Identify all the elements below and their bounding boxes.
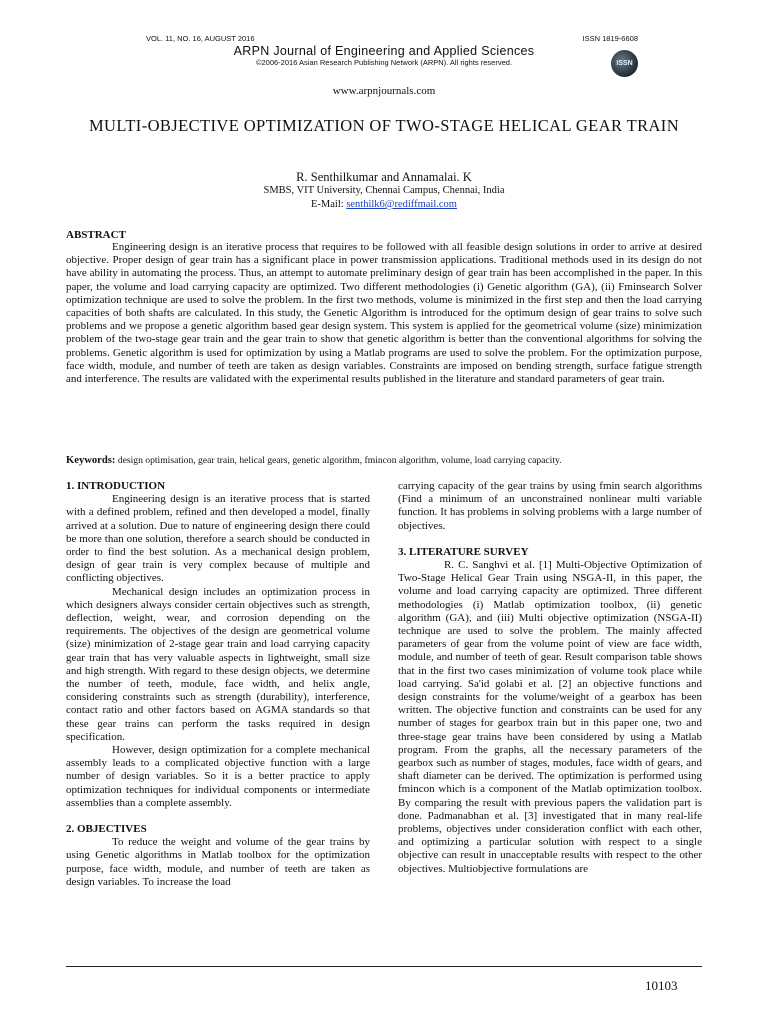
section-heading-literature-survey: 3. LITERATURE SURVEY (398, 545, 529, 558)
logo-text: ISSN (616, 60, 633, 67)
objectives-paragraph: To reduce the weight and volume of the gear trains by using Genetic algorithms in Matlab toolbox for the optimization purpose, face width, module, and number of teeth are taken as design variables. To increase the load (66, 836, 370, 888)
author-email-line (0, 199, 768, 210)
right-column (398, 480, 702, 876)
intro-paragraph-1: Engineering design is an iterative process that is started with a defined problem, refined and then developed a model, finally arrived at a solution. Due to nature of engineering design there could be more than one solution, therefore a search should be conducted in order to find the best solution. As a mechanical design problem, design of gear train is very complex because of multiple and conflicting objectives. (66, 493, 370, 585)
paper-title: MULTI-OBJECTIVE OPTIMIZATION OF TWO-STAGE HELICAL GEAR TRAIN (88, 116, 680, 135)
email-label: E-Mail: (311, 199, 347, 210)
intro-paragraph-3: However, design optimization for a complete mechanical assembly leads to a complicated objective function with a large number of design variables. So it is a better practice to apply optimization techniques for individual components or intermediate assemblies than a complete assembly. (66, 744, 370, 809)
section-heading-introduction: 1. INTRODUCTION (66, 480, 166, 492)
abstract-text: Engineering design is an iterative process that requires to be followed with all feasible design solutions in order to arrive at desired objective. Proper design of gear train has a significant place in power transmission applications. Traditional methods used in its design do not have ability in automating the process. Thus, an attempt to automate preliminary design of gear train has been accomplished in the paper. In this paper, the volume and load carrying capacity are optimized. Two different methodologies (i) Genetic algorithm (GA), (ii) Fminsearch Solver optimization technique are used to solve the problem. In the first two methods, volume is minimized in the first step and then the load carrying capacities of both shafts are calculated. In this study, the Genetic Algorithm is introduced for the optimum design of gear trains to solve such problems and we propose a genetic algorithm based gear design system. This system is applied for the geometrical volume (size) minimization problem of the two-stage gear train and the gear train to show that genetic algorithm is better than the conventional algorithms for solving the problems. Genetic algorithm is used for optimization by using a Matlab programs are used to solve the problem. For the optimization purpose, face width, module, and number of teeth are taken as design variables. Constraints are imposed on bending strength, surface fatigue strength and interference. The results are validated with the experimental results published in the literature and standard parameters of gear train. (66, 241, 702, 386)
journal-name: ARPN Journal of Engineering and Applied Sciences (233, 44, 535, 58)
copyright-notice: ©2006-2016 Asian Research Publishing Network (ARPN). All rights reserved. (255, 58, 513, 67)
author-affiliation: SMBS, VIT University, Chennai Campus, Chennai, India (263, 185, 505, 196)
section-heading-objectives: 2. OBJECTIVES (66, 823, 147, 836)
literature-paragraph: R. C. Sanghvi et al. [1] Multi-Objective Optimization of Two-Stage Helical Gear Train using NSGA-II, in this paper, the volume and load carrying capacity are optimized. Three different methodologies (i) Matlab optimization toolbox, (ii) genetic algorithm (GA), and (iii) Multi objective optimization (NSGA-II) technique are used to solve the problem. The mainly affected parameters of gear from the volume point of view are face width, module, and number of teeth of gear. Result comparison table shows that in the first two cases minimization of volume took place while load carrying. Sa'id golabi et al. [2] an objective functions and design constraints for the volume/weight of a gearbox has been written. The objective function and constraints can be used for any number of stages for gearbox train but in this paper one, two and three-stage gear trains have been considered by using a Matlab program. From the graphs, all the necessary parameters of the gearbox such as number of stages, modules, face width of gears, and shaft diameter can be derived. The optimization is performed using fmincon which is a component of the Matlab optimization toolbox. By comparing the result with previous papers the validation part is done. Padmanabhan et al. [3] investigated that in many real-life problems, objectives under consideration conflict with each other, and optimizing a particular solution with respect to a single objective can result in unacceptable results with respect to the other objectives. Multiobjective formulations are (398, 559, 702, 875)
intro-paragraph-2: Mechanical design includes an optimization process in which designers always consider certain objectives such as strength, deflection, weight, wear, and corrosion depending on the requirements. The objectives of the design are geometrical volume (size) minimization of 2-stage gear train and load carrying capacity gear train that has very valuable aspects in lightweight, small size and high strength. With regard to these design objects, we determine the number of teeth, module, face width, and helix angle, considering constraints such as strength (durability), interference, contact ratio and other factors based on AGMA standards so that these gear trains can perform the tasks required in design specification. (66, 585, 370, 743)
journal-logo-icon (611, 50, 638, 77)
objectives-continued-paragraph: carrying capacity of the gear trains by using fmin search algorithms (Find a minimum of an unconstrained nonlinear multi variable function. It has problems in solving problems with a large number of objectives. (398, 480, 702, 532)
left-column (66, 480, 370, 889)
email-link[interactable]: senthilk6@rediffmail.com (346, 199, 457, 210)
abstract-heading: ABSTRACT (66, 229, 126, 241)
keywords-label: Keywords: (66, 455, 116, 466)
keywords-text: design optimisation, gear train, helical gears, genetic algorithm, fmincon algorithm, volume, load carrying capacity. (115, 455, 562, 466)
journal-website: www.arpnjournals.com (332, 85, 436, 97)
paper-authors: R. Senthilkumar and Annamalai. K (296, 170, 472, 184)
volume-info: VOL. 11, NO. 16, AUGUST 2016 (146, 34, 255, 43)
page-number: 10103 (645, 978, 678, 993)
issn-info: ISSN 1819-6608 (582, 34, 638, 43)
footer-divider (66, 966, 702, 967)
keywords-line (66, 455, 706, 466)
